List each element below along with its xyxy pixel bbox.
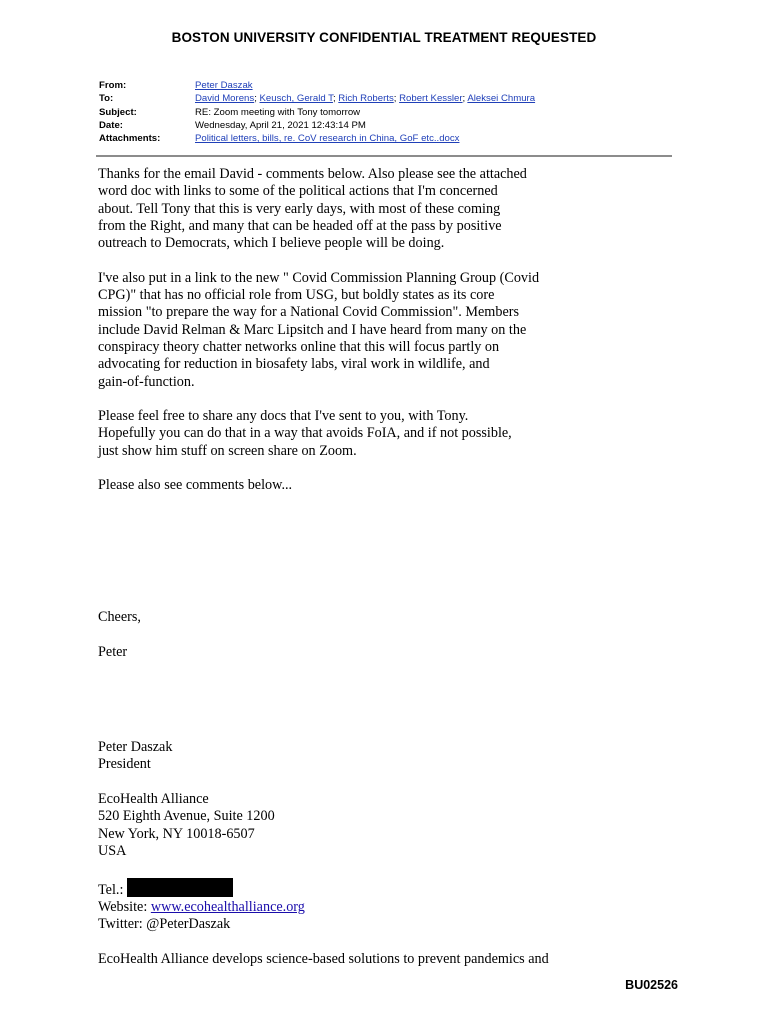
recipient-link[interactable]: Keusch, Gerald T	[259, 93, 333, 105]
address-line: USA	[98, 842, 127, 859]
recipient-separator: ;	[462, 93, 468, 105]
body-line: gain-of-function.	[98, 373, 195, 390]
body-paragraph	[98, 270, 688, 391]
twitter-line: Twitter: @PeterDaszak	[98, 916, 231, 933]
signoff: Peter	[98, 643, 128, 660]
attachments-label: Attachments:	[99, 133, 161, 145]
body-line: Please feel free to share any docs that I've sent to you, with Tony.	[98, 408, 469, 425]
body-line: include David Relman & Marc Lipsitch and I have heard from many on the	[98, 321, 527, 338]
body-line: outreach to Democrats, which I believe people will be doing.	[98, 235, 445, 252]
body-paragraph	[98, 408, 688, 460]
subject-row	[99, 106, 679, 119]
date-row	[99, 119, 679, 132]
subject-value: RE: Zoom meeting with Tony tomorrow	[195, 106, 361, 118]
bates-number: BU02526	[625, 978, 678, 992]
body-paragraph	[98, 166, 688, 252]
recipient-link[interactable]: David Morens	[195, 93, 255, 105]
address-line: 520 Eighth Avenue, Suite 1200	[98, 808, 275, 825]
signature-block	[98, 739, 688, 968]
closing: Cheers,	[98, 608, 141, 625]
signature-name: Peter Daszak	[98, 739, 173, 756]
body-line: CPG)" that has no official role from USG, but boldly states as its core	[98, 287, 495, 304]
body-line: Please also see comments below...	[98, 477, 293, 494]
website-label: Website:	[98, 898, 151, 915]
recipient-list	[195, 92, 679, 105]
signature-org: EcoHealth Alliance	[98, 791, 209, 808]
confidentiality-banner: BOSTON UNIVERSITY CONFIDENTIAL TREATMENT REQUESTED	[171, 30, 597, 45]
redaction-box	[127, 878, 233, 897]
website-link[interactable]: www.ecohealthalliance.org	[150, 898, 305, 915]
body-line: just show him stuff on screen share on Zoom.	[98, 442, 357, 459]
body-paragraphs	[98, 166, 688, 495]
recipient-link[interactable]: Robert Kessler	[399, 93, 463, 105]
body-line: from the Right, and many that can be headed off at the pass by positive	[98, 217, 502, 234]
address-line: New York, NY 10018-6507	[98, 825, 255, 842]
body-line: Hopefully you can do that in a way that avoids FoIA, and if not possible,	[98, 425, 512, 442]
email-header	[99, 79, 679, 145]
body-line: advocating for reduction in biosafety labs, viral work in wildlife, and	[98, 356, 490, 373]
body-line: word doc with links to some of the political actions that I'm concerned	[98, 183, 498, 200]
body-line: Thanks for the email David - comments below. Also please see the attached	[98, 166, 527, 182]
from-row	[99, 79, 679, 92]
recipient-link[interactable]: Rich Roberts	[338, 93, 394, 105]
to-row	[99, 92, 679, 105]
body-line: about. Tell Tony that this is very early days, with most of these coming	[98, 200, 501, 217]
to-label: To:	[99, 93, 114, 105]
attachment-link[interactable]: Political letters, bills, re. CoV research in China, GoF etc..docx	[195, 133, 460, 145]
recipient-separator: ;	[393, 93, 400, 105]
recipient-separator: ;	[332, 93, 339, 105]
header-divider	[96, 155, 672, 157]
from-link[interactable]: Peter Daszak	[195, 80, 253, 91]
tel-line	[98, 878, 688, 899]
attachments-row	[99, 132, 679, 145]
from-label: From:	[99, 80, 127, 91]
body-line: I've also put in a link to the new " Covid Commission Planning Group (Covid	[98, 269, 540, 286]
subject-label: Subject:	[99, 106, 137, 118]
date-label: Date:	[99, 119, 123, 131]
email-body	[98, 166, 688, 968]
tel-label: Tel.:	[98, 881, 124, 898]
signature-title: President	[98, 756, 151, 773]
footer-text: EcoHealth Alliance develops science-based solutions to prevent pandemics and	[98, 950, 549, 967]
body-line: mission "to prepare the way for a National Covid Commission". Members	[98, 304, 519, 321]
body-line: conspiracy theory chatter networks online that this will focus partly on	[98, 338, 500, 355]
date-value: Wednesday, April 21, 2021 12:43:14 PM	[195, 119, 366, 131]
recipient-link[interactable]: Aleksei Chmura	[467, 93, 536, 105]
recipient-separator: ;	[254, 93, 260, 105]
website-line	[98, 899, 688, 916]
body-paragraph	[98, 477, 688, 494]
